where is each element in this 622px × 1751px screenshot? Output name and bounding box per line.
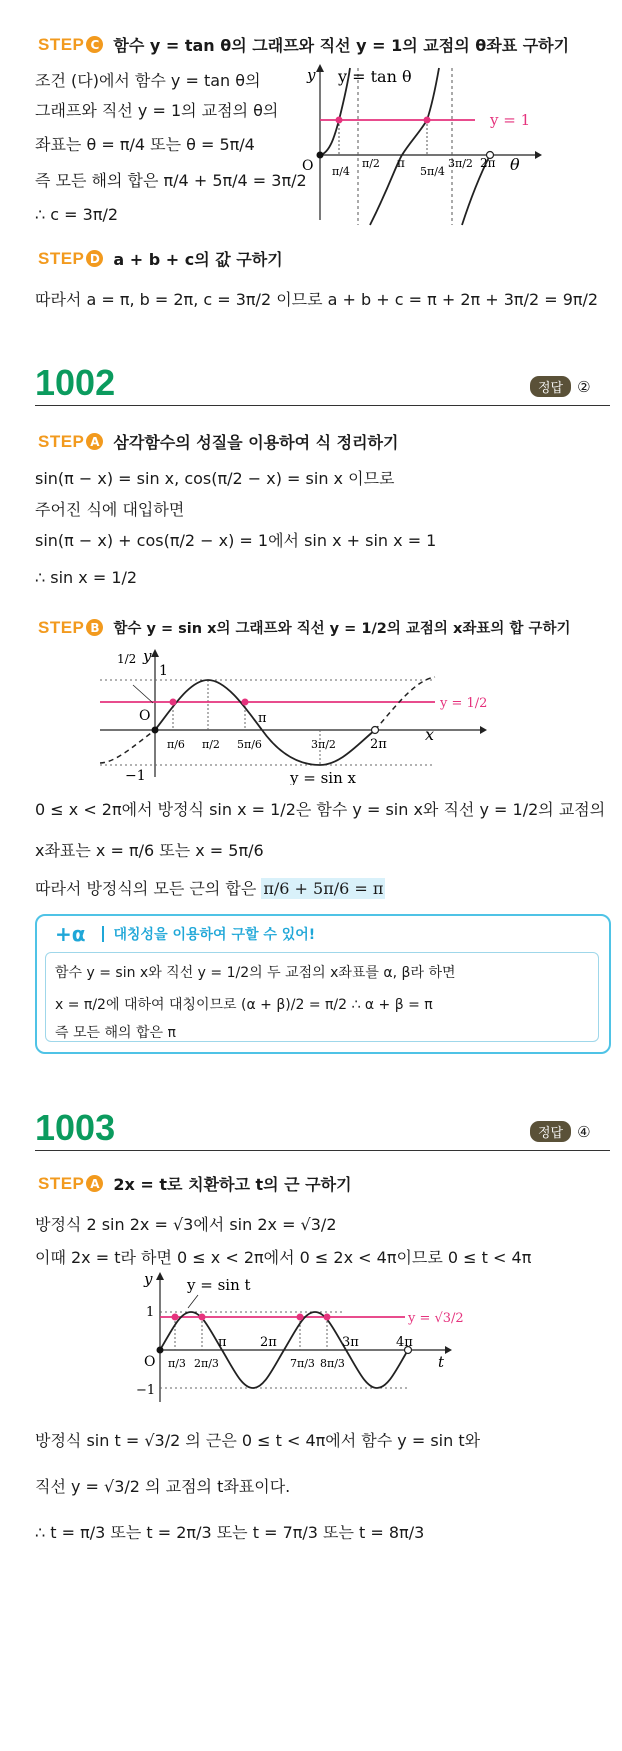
text-line: ∴ t = π/3 또는 t = 2π/3 또는 t = 7π/3 또는 t = 8π/3 <box>35 1523 425 1542</box>
answer-badge: 정답 <box>530 1121 571 1142</box>
y-axis-arrow <box>156 1272 164 1280</box>
answer-tag <box>530 1121 591 1142</box>
text-line: x좌표는 x = π/6 또는 x = 5π/6 <box>35 841 264 860</box>
one-label: 1 <box>146 1305 155 1320</box>
minus-one-label: −1 <box>125 768 146 784</box>
tick-label: π <box>397 156 405 170</box>
intersection-point <box>297 1314 304 1321</box>
x-axis-arrow <box>445 1346 452 1354</box>
tick-label: π/2 <box>202 738 220 751</box>
step-a-heading <box>38 430 398 453</box>
curve-label: y = sin x <box>290 769 356 785</box>
answer-value: ④ <box>577 1122 591 1141</box>
text-line: 방정식 sin t = √3/2 의 근은 0 ≤ t < 4π에서 함수 y = sin t와 <box>35 1431 481 1450</box>
y-axis-label: y <box>143 647 152 665</box>
text-line: 좌표는 θ = π/4 또는 θ = 5π/4 <box>35 135 255 154</box>
intersection-point <box>172 1314 179 1321</box>
step-tag: STEP <box>38 431 85 451</box>
sum-expression: π/6 + 5π/6 = π <box>263 879 384 898</box>
text-line: 조건 (다)에서 함수 y = tan θ의 <box>35 71 261 90</box>
sin-curve-dashed <box>100 730 155 763</box>
text-line: sin(π − x) = sin x, cos(π/2 − x) = sin x 이므로 <box>35 469 395 488</box>
open-point <box>372 727 379 734</box>
sum-prefix: 따라서 방정식의 모든 근의 합은 <box>35 879 257 898</box>
tick-label: 5π/6 <box>237 738 262 751</box>
step-b-heading <box>38 617 570 638</box>
problem-number: 1002 <box>35 362 116 403</box>
text-line: 그래프와 직선 y = 1의 교점의 θ의 <box>35 101 279 120</box>
sum-line <box>35 876 385 899</box>
problem-number: 1003 <box>35 1107 116 1148</box>
text-line: 즉 모든 해의 합은 π/4 + 5π/4 = 3π/2 <box>35 171 307 190</box>
line-label: y = √3/2 <box>408 1311 464 1326</box>
tick-label: 5π/4 <box>420 165 445 178</box>
tick-label: 8π/3 <box>320 1357 345 1370</box>
tick-label: 4π <box>396 1335 413 1350</box>
tan-curve <box>370 68 439 225</box>
tick-label: 3π/2 <box>448 157 473 170</box>
step-d-heading <box>38 247 283 270</box>
step-letter-badge: A <box>86 1175 103 1192</box>
plus-alpha-icon: +α <box>55 922 86 946</box>
text-line: 이때 2x = t라 하면 0 ≤ x < 2π에서 0 ≤ 2x < 4π이므로 0 ≤ t < 4π <box>35 1248 532 1267</box>
text-line: 방정식 2 sin 2x = √3에서 sin 2x = √3/2 <box>35 1215 337 1234</box>
tip-line: 함수 y = sin x와 직선 y = 1/2의 두 교점의 x좌표를 α, β라 하면 <box>55 965 456 981</box>
x-axis-arrow <box>535 151 542 159</box>
step-tag: STEP <box>38 617 85 637</box>
line-label: y = 1/2 <box>440 696 488 711</box>
leader-line <box>188 1295 198 1308</box>
tick-label: π <box>218 1335 227 1350</box>
text-line: ∴ c = 3π/2 <box>35 205 119 224</box>
step-title: 함수 y = sin x의 그래프와 직선 y = 1/2의 교점의 x좌표의 합 구하기 <box>113 621 571 637</box>
y-axis-label: y <box>307 66 316 84</box>
step-a-heading <box>38 1172 352 1195</box>
tick-label: 7π/3 <box>290 1357 315 1370</box>
step-letter-badge: C <box>86 36 103 53</box>
text-line: ∴ sin x = 1/2 <box>35 568 138 587</box>
step-letter-badge: D <box>86 250 103 267</box>
answer-badge: 정답 <box>530 376 571 397</box>
origin-label: O <box>302 158 314 174</box>
step-tag: STEP <box>38 248 85 268</box>
sin-curve-dashed <box>375 677 435 730</box>
x-axis-label: x <box>425 725 435 744</box>
origin-label: O <box>139 708 151 724</box>
tip-title: 대칭성을 이용하여 구할 수 있어! <box>113 927 316 943</box>
tip-header <box>55 922 315 946</box>
text-line: sin(π − x) + cos(π/2 − x) = 1에서 sin x + sin x = 1 <box>35 531 437 550</box>
step-c-heading <box>38 33 569 56</box>
origin-point <box>317 152 324 159</box>
tick-label: 3π <box>342 1335 359 1350</box>
intersection-point <box>324 1314 331 1321</box>
intersection-point <box>336 117 343 124</box>
one-label: 1 <box>159 663 168 679</box>
divider <box>35 1150 610 1151</box>
step-title: 함수 y = tan θ의 그래프와 직선 y = 1의 교점의 θ좌표 구하기 <box>113 36 570 55</box>
divider <box>35 405 610 406</box>
intersection-point <box>170 699 177 706</box>
text-line: 주어진 식에 대입하면 <box>35 500 185 519</box>
text-line: 따라서 a = π, b = 2π, c = 3π/2 이므로 a + b + c = π + 2π + 3π/2 = 9π/2 <box>35 290 599 309</box>
tan-graph <box>290 60 610 230</box>
y-axis-label: y <box>144 1270 153 1288</box>
line-label: y = 1 <box>490 111 531 129</box>
step-title: 2x = t로 치환하고 t의 근 구하기 <box>113 1175 352 1194</box>
origin-point <box>157 1347 164 1354</box>
answer-value: ② <box>577 377 591 396</box>
half-label: 1/2 <box>117 652 137 666</box>
tip-line: 즉 모든 해의 합은 π <box>55 1025 176 1041</box>
step-tag: STEP <box>38 1173 85 1193</box>
minus-one-label: −1 <box>136 1383 156 1398</box>
tick-label: π/4 <box>332 165 350 178</box>
step-title: a + b + c의 값 구하기 <box>113 250 283 269</box>
intersection-point <box>424 117 431 124</box>
x-axis-label: t <box>438 1353 445 1371</box>
intersection-point <box>199 1314 206 1321</box>
text-line: 0 ≤ x < 2π에서 방정식 sin x = 1/2은 함수 y = sin x와 직선 y = 1/2의 교점의 <box>35 800 606 819</box>
sin-graph <box>95 645 495 785</box>
answer-tag <box>530 376 591 397</box>
tick-label: 2π/3 <box>194 1357 219 1370</box>
tick-label: 3π/2 <box>311 738 336 751</box>
curve-label: y = sin t <box>187 1276 251 1294</box>
step-letter-badge: B <box>86 619 103 636</box>
tick-label: π/2 <box>362 157 380 170</box>
sin-t-graph <box>130 1270 490 1410</box>
y-axis-arrow <box>151 649 159 657</box>
intersection-point <box>242 699 249 706</box>
tick-label: 2π <box>480 156 496 170</box>
step-title: 삼각함수의 성질을 이용하여 식 정리하기 <box>113 433 399 452</box>
tick-label: 2π <box>370 737 387 752</box>
x-axis-arrow <box>480 726 487 734</box>
tip-divider <box>102 926 104 942</box>
step-letter-badge: A <box>86 433 103 450</box>
tick-label: π/3 <box>168 1357 186 1370</box>
y-axis-arrow <box>316 64 324 72</box>
step-tag: STEP <box>38 34 85 54</box>
tick-label: π/6 <box>167 738 185 751</box>
text-line: 직선 y = √3/2 의 교점의 t좌표이다. <box>35 1477 291 1496</box>
leader-line <box>133 685 153 703</box>
x-axis-label: θ <box>510 155 520 174</box>
origin-label: O <box>144 1354 156 1370</box>
curve-label: y = tan θ <box>338 67 412 86</box>
tip-line: x = π/2에 대하여 대칭이므로 (α + β)/2 = π/2 ∴ α + β = π <box>55 997 433 1013</box>
tick-label: 2π <box>260 1335 277 1350</box>
origin-point <box>152 727 159 734</box>
tick-label: π <box>258 711 267 726</box>
